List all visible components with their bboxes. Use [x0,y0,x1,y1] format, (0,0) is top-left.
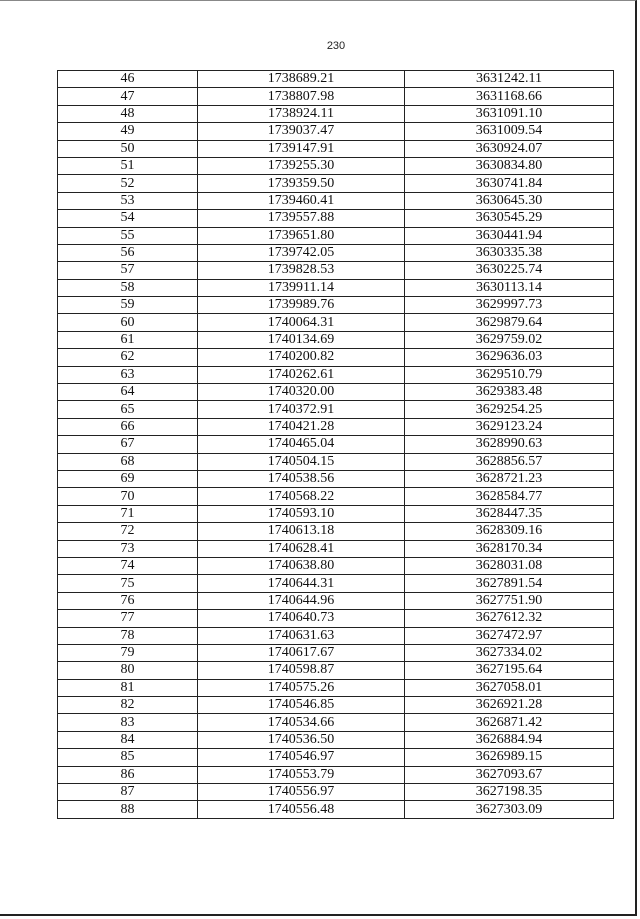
x-coordinate-cell: 1740613.18 [198,523,405,540]
y-coordinate-cell: 3630741.84 [405,175,614,192]
point-number-cell: 88 [58,801,198,818]
y-coordinate-cell: 3628990.63 [405,436,614,453]
table-row [58,610,614,627]
x-coordinate-cell: 1739255.30 [198,157,405,174]
table-row [58,662,614,679]
table-row [58,157,614,174]
table-row [58,175,614,192]
point-number-cell: 51 [58,157,198,174]
y-coordinate-cell: 3631168.66 [405,88,614,105]
point-number-cell: 62 [58,349,198,366]
point-number-cell: 78 [58,627,198,644]
point-number-cell: 54 [58,210,198,227]
y-coordinate-cell: 3627303.09 [405,801,614,818]
table-row [58,749,614,766]
table-row [58,784,614,801]
x-coordinate-cell: 1740644.96 [198,592,405,609]
table-row [58,105,614,122]
point-number-cell: 65 [58,401,198,418]
y-coordinate-cell: 3628721.23 [405,470,614,487]
point-number-cell: 56 [58,244,198,261]
x-coordinate-cell: 1740534.66 [198,714,405,731]
point-number-cell: 84 [58,731,198,748]
y-coordinate-cell: 3629123.24 [405,418,614,435]
x-coordinate-cell: 1740546.85 [198,697,405,714]
y-coordinate-cell: 3629383.48 [405,384,614,401]
x-coordinate-cell: 1739911.14 [198,279,405,296]
point-number-cell: 46 [58,71,198,88]
x-coordinate-cell: 1739828.53 [198,262,405,279]
point-number-cell: 66 [58,418,198,435]
point-number-cell: 59 [58,297,198,314]
table-row [58,366,614,383]
x-coordinate-cell: 1740536.50 [198,731,405,748]
x-coordinate-cell: 1740628.41 [198,540,405,557]
x-coordinate-cell: 1740504.15 [198,453,405,470]
y-coordinate-cell: 3628447.35 [405,505,614,522]
y-coordinate-cell: 3628856.57 [405,453,614,470]
x-coordinate-cell: 1738689.21 [198,71,405,88]
y-coordinate-cell: 3630113.14 [405,279,614,296]
table-row [58,801,614,818]
table-row [58,401,614,418]
table-row [58,697,614,714]
point-number-cell: 70 [58,488,198,505]
point-number-cell: 47 [58,88,198,105]
table-row [58,123,614,140]
y-coordinate-cell: 3630225.74 [405,262,614,279]
x-coordinate-cell: 1740556.97 [198,784,405,801]
table-row [58,557,614,574]
point-number-cell: 73 [58,540,198,557]
table-row [58,488,614,505]
x-coordinate-cell: 1740556.48 [198,801,405,818]
y-coordinate-cell: 3629636.03 [405,349,614,366]
x-coordinate-cell: 1740553.79 [198,766,405,783]
table-row [58,418,614,435]
table-row [58,279,614,296]
table-row [58,679,614,696]
y-coordinate-cell: 3626989.15 [405,749,614,766]
point-number-cell: 72 [58,523,198,540]
table-row [58,592,614,609]
y-coordinate-cell: 3630924.07 [405,140,614,157]
point-number-cell: 58 [58,279,198,296]
point-number-cell: 77 [58,610,198,627]
x-coordinate-cell: 1739460.41 [198,192,405,209]
x-coordinate-cell: 1738924.11 [198,105,405,122]
point-number-cell: 69 [58,470,198,487]
y-coordinate-cell: 3627472.97 [405,627,614,644]
y-coordinate-cell: 3627093.67 [405,766,614,783]
y-coordinate-cell: 3629997.73 [405,297,614,314]
y-coordinate-cell: 3631009.54 [405,123,614,140]
page-number: 230 [326,40,346,52]
point-number-cell: 86 [58,766,198,783]
x-coordinate-cell: 1740568.22 [198,488,405,505]
point-number-cell: 76 [58,592,198,609]
point-number-cell: 87 [58,784,198,801]
x-coordinate-cell: 1740638.80 [198,557,405,574]
table-row [58,244,614,261]
coordinates-table-body [58,71,614,819]
point-number-cell: 50 [58,140,198,157]
y-coordinate-cell: 3628031.08 [405,557,614,574]
y-coordinate-cell: 3631242.11 [405,71,614,88]
table-row [58,540,614,557]
x-coordinate-cell: 1740200.82 [198,349,405,366]
y-coordinate-cell: 3630645.30 [405,192,614,209]
y-coordinate-cell: 3626921.28 [405,697,614,714]
y-coordinate-cell: 3629510.79 [405,366,614,383]
y-coordinate-cell: 3630335.38 [405,244,614,261]
y-coordinate-cell: 3627334.02 [405,644,614,661]
point-number-cell: 79 [58,644,198,661]
point-number-cell: 75 [58,575,198,592]
x-coordinate-cell: 1740134.69 [198,331,405,348]
point-number-cell: 85 [58,749,198,766]
y-coordinate-cell: 3627198.35 [405,784,614,801]
table-row [58,210,614,227]
x-coordinate-cell: 1740421.28 [198,418,405,435]
table-row [58,436,614,453]
point-number-cell: 52 [58,175,198,192]
table-row [58,88,614,105]
table-row [58,523,614,540]
y-coordinate-cell: 3627751.90 [405,592,614,609]
x-coordinate-cell: 1740644.31 [198,575,405,592]
coordinates-table [57,70,614,819]
point-number-cell: 60 [58,314,198,331]
point-number-cell: 57 [58,262,198,279]
x-coordinate-cell: 1738807.98 [198,88,405,105]
point-number-cell: 82 [58,697,198,714]
point-number-cell: 81 [58,679,198,696]
y-coordinate-cell: 3626884.94 [405,731,614,748]
table-row [58,314,614,331]
x-coordinate-cell: 1740575.26 [198,679,405,696]
point-number-cell: 64 [58,384,198,401]
y-coordinate-cell: 3628309.16 [405,523,614,540]
x-coordinate-cell: 1740064.31 [198,314,405,331]
x-coordinate-cell: 1740598.87 [198,662,405,679]
y-coordinate-cell: 3630834.80 [405,157,614,174]
table-row [58,505,614,522]
y-coordinate-cell: 3629879.64 [405,314,614,331]
table-row [58,714,614,731]
table-row [58,731,614,748]
x-coordinate-cell: 1740538.56 [198,470,405,487]
x-coordinate-cell: 1740465.04 [198,436,405,453]
x-coordinate-cell: 1740262.61 [198,366,405,383]
point-number-cell: 61 [58,331,198,348]
point-number-cell: 63 [58,366,198,383]
x-coordinate-cell: 1740546.97 [198,749,405,766]
table-row [58,644,614,661]
x-coordinate-cell: 1740631.63 [198,627,405,644]
point-number-cell: 80 [58,662,198,679]
y-coordinate-cell: 3629254.25 [405,401,614,418]
table-row [58,192,614,209]
table-row [58,766,614,783]
point-number-cell: 49 [58,123,198,140]
x-coordinate-cell: 1740372.91 [198,401,405,418]
y-coordinate-cell: 3627612.32 [405,610,614,627]
y-coordinate-cell: 3630441.94 [405,227,614,244]
point-number-cell: 55 [58,227,198,244]
y-coordinate-cell: 3627195.64 [405,662,614,679]
y-coordinate-cell: 3627058.01 [405,679,614,696]
x-coordinate-cell: 1739989.76 [198,297,405,314]
table-row [58,331,614,348]
table-row [58,453,614,470]
y-coordinate-cell: 3627891.54 [405,575,614,592]
x-coordinate-cell: 1739651.80 [198,227,405,244]
table-row [58,575,614,592]
point-number-cell: 67 [58,436,198,453]
table-row [58,262,614,279]
point-number-cell: 48 [58,105,198,122]
x-coordinate-cell: 1739359.50 [198,175,405,192]
x-coordinate-cell: 1740617.67 [198,644,405,661]
point-number-cell: 53 [58,192,198,209]
y-coordinate-cell: 3628170.34 [405,540,614,557]
point-number-cell: 71 [58,505,198,522]
table-row [58,227,614,244]
table-row [58,470,614,487]
y-coordinate-cell: 3628584.77 [405,488,614,505]
x-coordinate-cell: 1739742.05 [198,244,405,261]
point-number-cell: 68 [58,453,198,470]
y-coordinate-cell: 3631091.10 [405,105,614,122]
x-coordinate-cell: 1740640.73 [198,610,405,627]
x-coordinate-cell: 1740593.10 [198,505,405,522]
x-coordinate-cell: 1739557.88 [198,210,405,227]
point-number-cell: 83 [58,714,198,731]
x-coordinate-cell: 1740320.00 [198,384,405,401]
y-coordinate-cell: 3629759.02 [405,331,614,348]
x-coordinate-cell: 1739147.91 [198,140,405,157]
x-coordinate-cell: 1739037.47 [198,123,405,140]
y-coordinate-cell: 3626871.42 [405,714,614,731]
table-row [58,297,614,314]
table-row [58,140,614,157]
point-number-cell: 74 [58,557,198,574]
table-row [58,71,614,88]
y-coordinate-cell: 3630545.29 [405,210,614,227]
table-row [58,627,614,644]
table-row [58,384,614,401]
table-row [58,349,614,366]
